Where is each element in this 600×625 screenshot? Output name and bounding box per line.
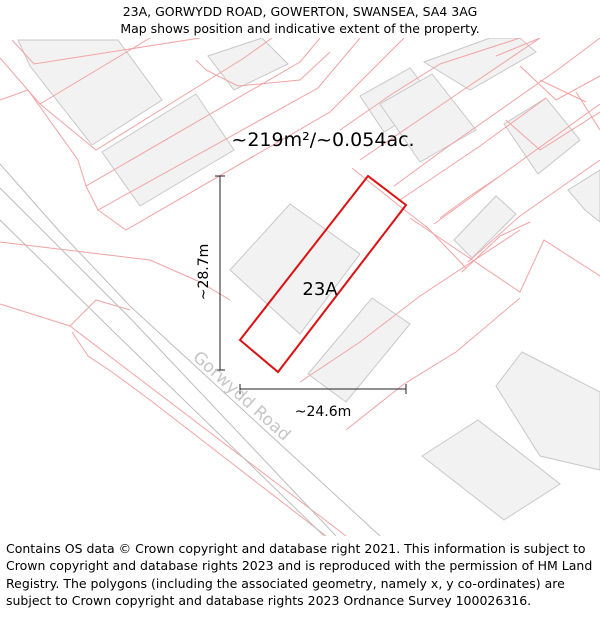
area-label: ~219m²/~0.054ac. — [231, 129, 415, 151]
map-header — [0, 0, 600, 38]
height-label: ~28.7m — [196, 243, 212, 301]
width-label: ~24.6m — [294, 404, 352, 420]
map-subtitle: Map shows position and indicative extent of the property. — [120, 21, 480, 36]
copyright-notice: Contains OS data © Crown copyright and database right 2021. This information is subject to Crown copyright and database rights 2023 and is reproduced with the permission of HM Land Registry. The polygons (including the associated geometry, namely x, y co-ordinates) are subject to Crown copyright and database rights 2023 Ordnance Survey 100026316. — [6, 541, 593, 608]
property-address: 23A, GORWYDD ROAD, GOWERTON, SWANSEA, SA4 3AG — [122, 4, 478, 19]
property-map[interactable] — [0, 38, 600, 536]
plot-label: 23A — [302, 279, 338, 300]
road-label: Gorwydd Road — [188, 347, 295, 446]
